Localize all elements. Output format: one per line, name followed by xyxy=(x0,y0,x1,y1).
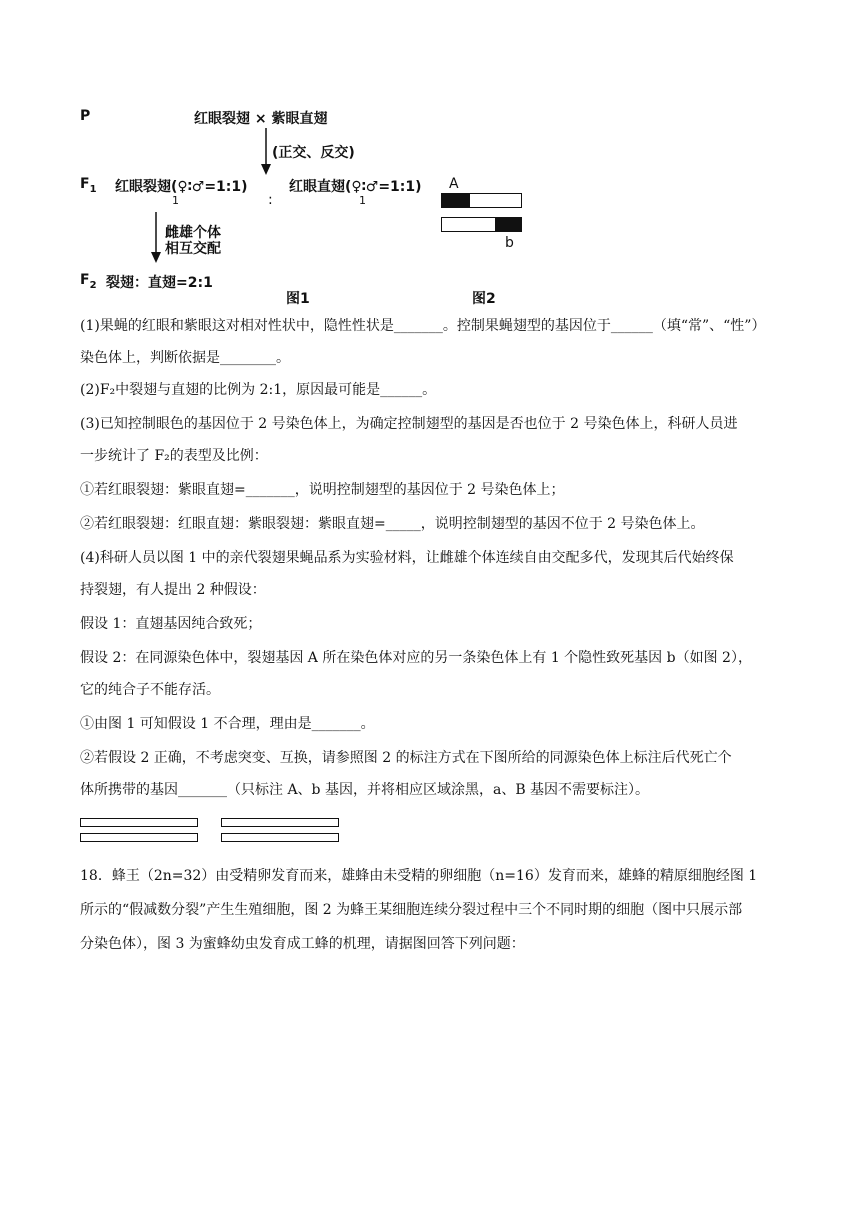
mating-arrow-icon xyxy=(148,212,164,264)
question-4-part-2a: ②若假设 2 正确，不考虑突变、互换，请参照图 2 的标注方式在下图所给的同源染色体上标注后代死亡个 xyxy=(80,750,732,766)
f2-result: 裂翅：直翅=2:1 xyxy=(106,275,213,291)
mating-note-line2: 相互交配 xyxy=(165,241,221,257)
f1-ratio-right: 1 xyxy=(359,194,366,207)
chromosome-with-b xyxy=(441,217,522,232)
figure-2-caption: 图2 xyxy=(472,291,496,307)
mating-note-line1: 雌雄个体 xyxy=(165,225,221,241)
gene-label-A: A xyxy=(449,176,459,192)
paragraph-4b: 持裂翅，有人提出 2 种假设： xyxy=(80,582,266,598)
chromosome-with-A xyxy=(441,193,522,208)
answer-chromosome-1b xyxy=(80,833,198,842)
hypothesis-2a: 假设 2：在同源染色体中，裂翅基因 A 所在染色体对应的另一条染色体上有 1 个隐性致死基因 b（如图 2）， xyxy=(80,650,752,666)
parent-cross: 红眼裂翅 × 紫眼直翅 xyxy=(194,111,328,127)
f1-red-split-wing: 红眼裂翅(♀∶♂=1:1) xyxy=(115,179,248,195)
f1-label: $F_1$ xyxy=(80,176,97,195)
cross-note: (正交、反交) xyxy=(272,145,355,161)
gene-region-b xyxy=(495,218,521,231)
answer-chromosome-2a xyxy=(221,818,339,827)
paragraph-3b: 一步统计了 F₂的表型及比例： xyxy=(80,448,268,464)
question-18-line-3: 分染色体），图 3 为蜜蜂幼虫发育成工蜂的机理，请据图回答下列问题： xyxy=(80,936,525,952)
question-18-line-1: 18．蜂王（2n=32）由受精卵发育而来，雄蜂由未受精的卵细胞（n=16）发育而来，雄蜂的精原细胞经图 1 xyxy=(80,868,758,884)
question-18-line-2: 所示的“假减数分裂”产生生殖细胞，图 2 为蜂王某细胞连续分裂过程中三个不同时期的细胞（图中只展示部 xyxy=(80,902,743,918)
question-4-part-1: ①由图 1 可知假设 1 不合理，理由是_______。 xyxy=(80,716,375,732)
hypothesis-2b: 它的纯合子不能存活。 xyxy=(80,682,220,698)
paragraph-3-option-2: ②若红眼裂翅：红眼直翅：紫眼裂翅：紫眼直翅=_____，说明控制翅型的基因不位于 2 号染色体上。 xyxy=(80,516,705,532)
paragraph-3-option-1: ①若红眼裂翅：紫眼直翅=_______，说明控制翅型的基因位于 2 号染色体上； xyxy=(80,482,565,498)
answer-chromosome-2b xyxy=(221,833,339,842)
f1-red-straight-wing: 红眼直翅(♀∶♂=1:1) xyxy=(289,179,422,195)
f1-ratio-left: 1 xyxy=(172,194,179,207)
paragraph-1b: 染色体上，判断依据是________。 xyxy=(80,350,290,366)
paragraph-4a: (4)科研人员以图 1 中的亲代裂翅果蝇品系为实验材料，让雌雄个体连续自由交配多代，发现其后代始终保 xyxy=(80,550,734,566)
p-generation-label: P xyxy=(80,108,91,124)
f1-ratio-colon: : xyxy=(268,192,273,208)
question-4-part-2b: 体所携带的基因_______（只标注 A、b 基因，并将相应区域涂黑，a、B 基因不需要标注）。 xyxy=(80,782,650,798)
paragraph-3a: (3)已知控制眼色的基因位于 2 号染色体上，为确定控制翅型的基因是否也位于 2 号染色体上，科研人员进 xyxy=(80,416,738,432)
figure-1-caption: 图1 xyxy=(286,291,310,307)
paragraph-2: (2)F₂中裂翅与直翅的比例为 2:1，原因最可能是______。 xyxy=(80,382,437,398)
gene-region-A xyxy=(442,194,470,207)
gene-label-b: b xyxy=(505,235,514,251)
hypothesis-1: 假设 1：直翅基因纯合致死； xyxy=(80,616,262,632)
f2-label: $F_2$ xyxy=(80,272,97,291)
paragraph-1a: (1)果蝇的红眼和紫眼这对相对性状中，隐性性状是_______。控制果蝇翅型的基因位于______（填“常”、“性”） xyxy=(80,318,766,334)
answer-chromosome-1a xyxy=(80,818,198,827)
